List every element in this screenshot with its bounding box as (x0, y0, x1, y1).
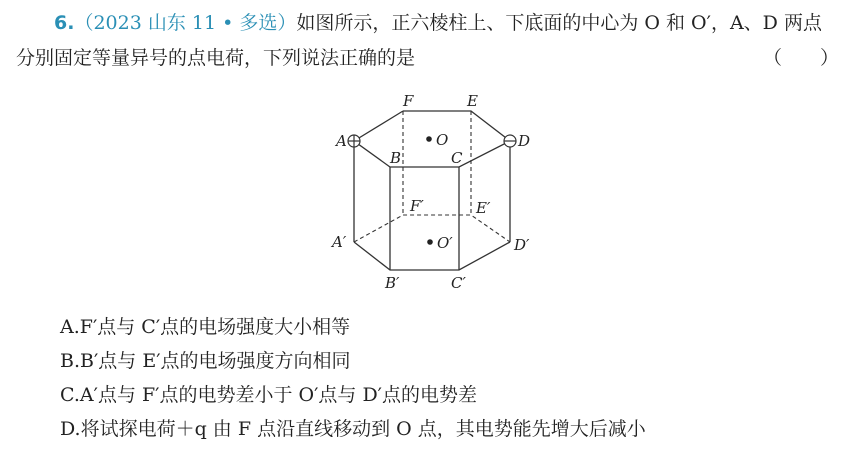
label-D: D (518, 132, 531, 150)
label-Fp: F′ (410, 197, 424, 215)
option-a-text: F′点与 C′点的电场强度大小相等 (79, 316, 351, 338)
center-O-dot (426, 136, 432, 142)
option-b[interactable] (60, 346, 351, 373)
question-source: （2023 山东 11 • 多选） (74, 12, 297, 34)
option-c-label: C. (60, 384, 80, 406)
option-b-label: B. (60, 350, 81, 372)
option-d-text: 将试探电荷＋q 由 F 点沿直线移动到 O 点，其电势能先增大后减小 (80, 418, 646, 440)
label-Bp: B′ (385, 274, 400, 292)
option-b-text: B′点与 E′点的电场强度方向相同 (80, 350, 351, 372)
bottom-front-edges (354, 242, 510, 270)
label-Ap: A′ (332, 233, 347, 251)
question-number: 6. (54, 12, 75, 34)
positive-charge-icon (348, 135, 360, 147)
label-F: F (403, 92, 414, 110)
label-Ep: E′ (476, 199, 491, 217)
option-c[interactable] (60, 380, 477, 407)
label-C: C (451, 149, 463, 167)
bottom-back-edges-hidden (354, 215, 510, 242)
label-Cp: C′ (451, 274, 466, 292)
center-Op-dot (427, 239, 433, 245)
negative-charge-icon (504, 135, 516, 147)
label-B: B (390, 149, 402, 167)
label-O: O (436, 131, 449, 149)
question-text-2: 分别固定等量异号的点电荷，下列说法正确的是 (16, 47, 416, 69)
option-a-label: A. (60, 316, 80, 338)
label-Dp: D′ (514, 236, 530, 254)
question-text-1: 如图所示，正六棱柱上、下底面的中心为 O 和 O′，A、D 两点 (296, 12, 822, 34)
option-a[interactable] (60, 312, 350, 339)
option-d[interactable] (60, 414, 646, 441)
option-d-label: D. (60, 418, 81, 440)
label-E: E (467, 92, 478, 110)
top-hexagon (354, 111, 510, 167)
label-Op: O′ (437, 234, 453, 252)
answer-blank: （ ） (762, 47, 839, 69)
option-c-text: A′点与 F′点的电势差小于 O′点与 D′点的电势差 (79, 384, 477, 406)
label-A: A (336, 132, 347, 150)
